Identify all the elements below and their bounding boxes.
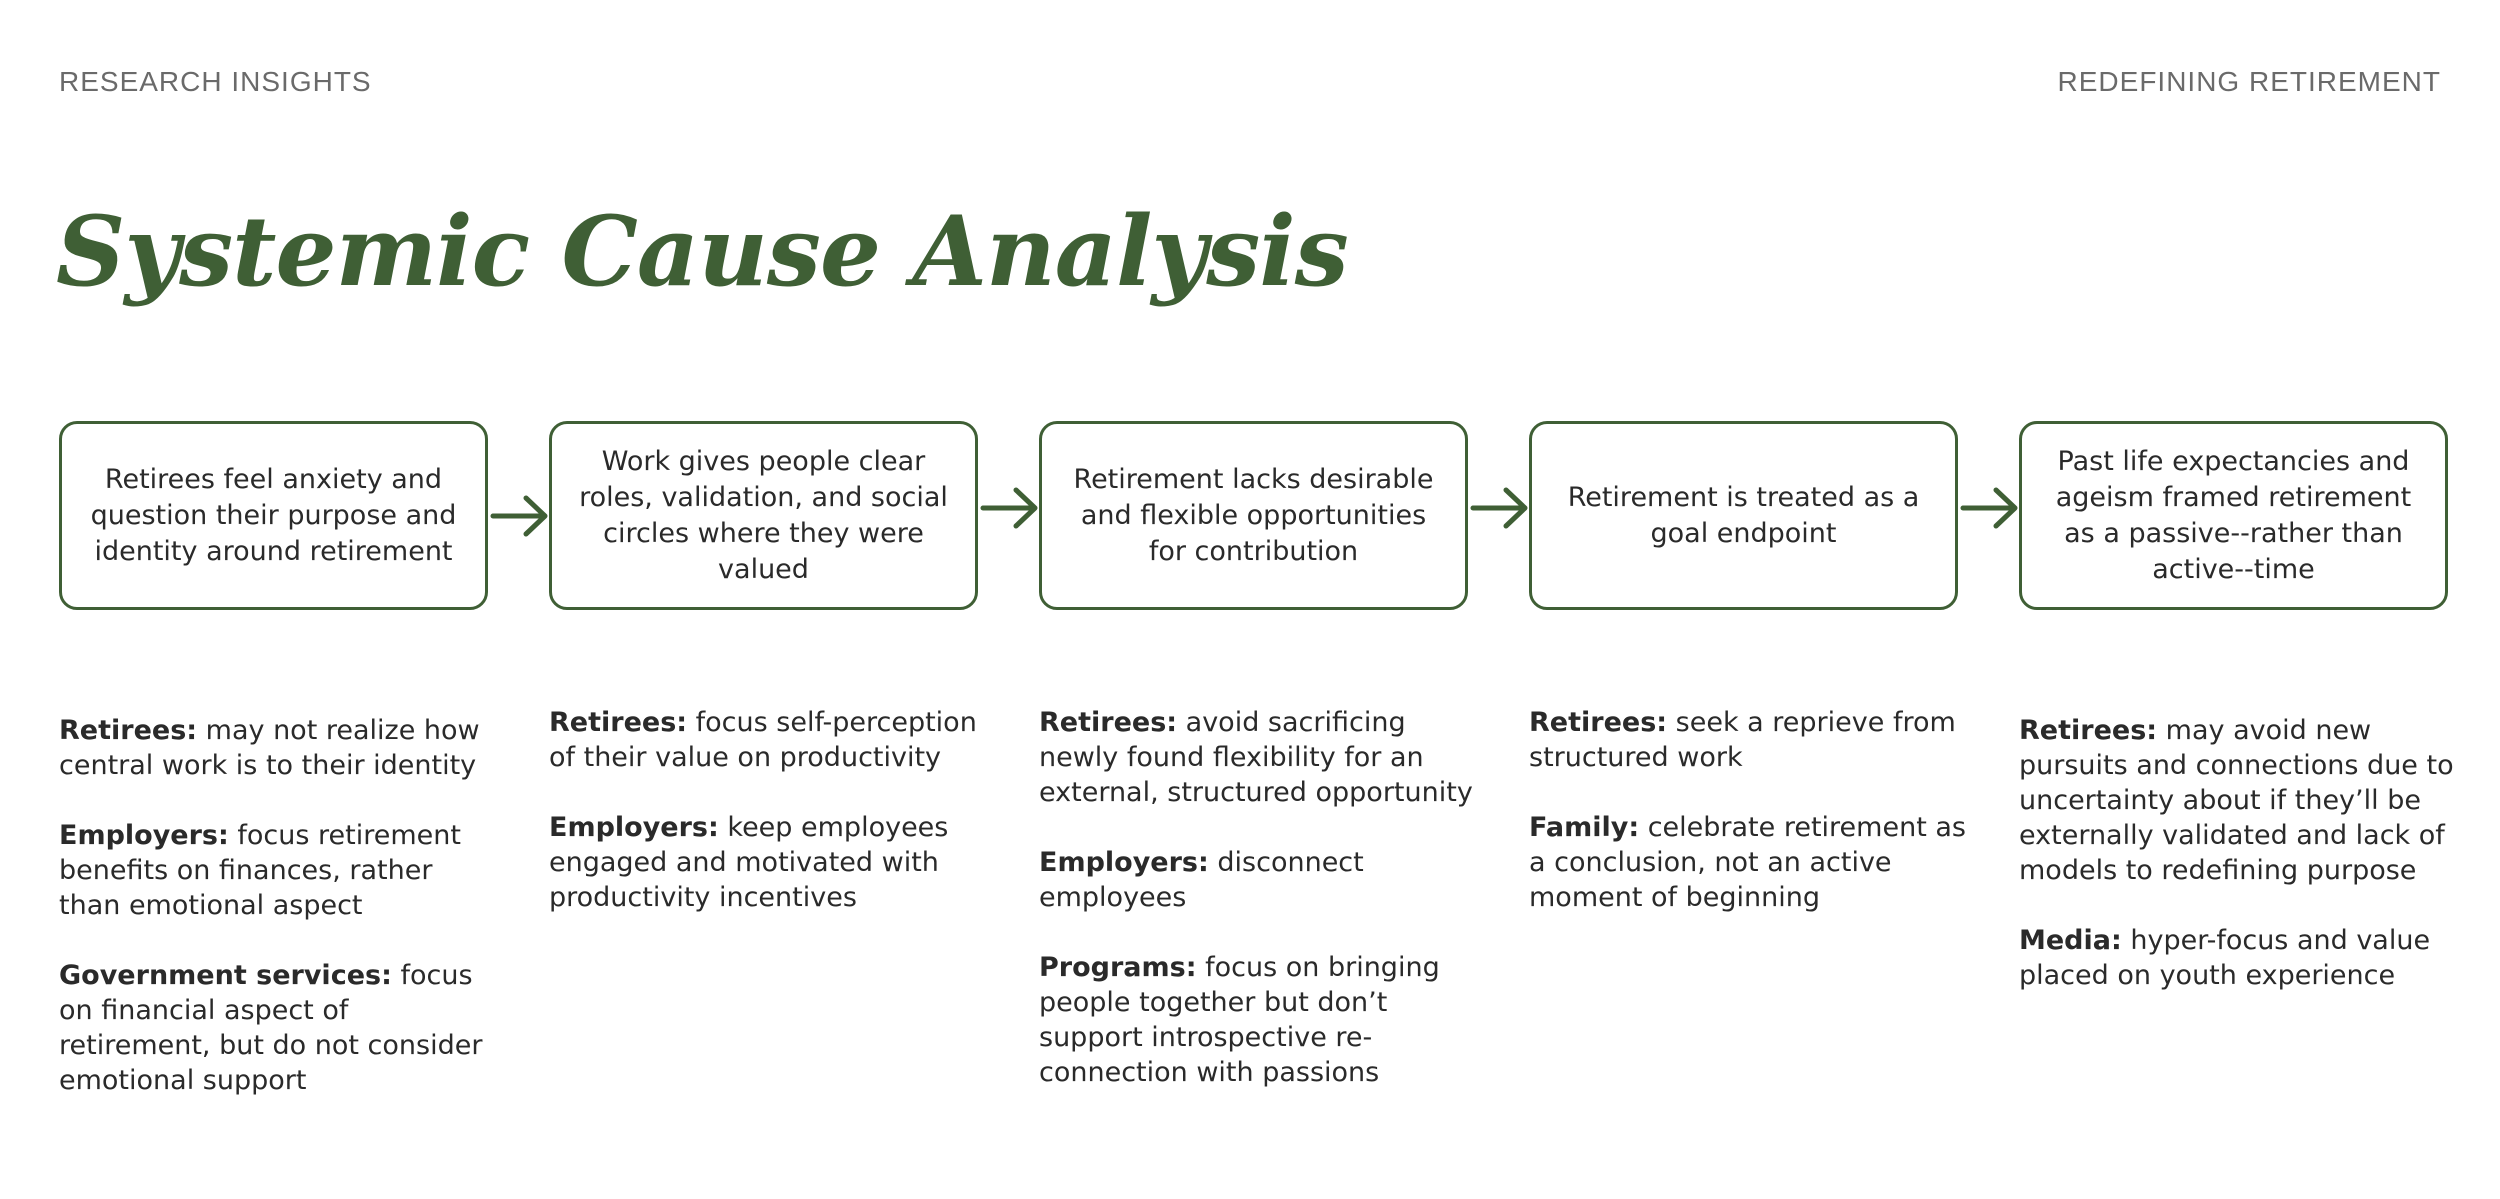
stakeholder-note <box>1039 845 1479 915</box>
arrow-right-icon <box>980 482 1040 534</box>
section-label: RESEARCH INSIGHTS <box>59 66 372 97</box>
stakeholder-column-5 <box>2019 713 2459 1028</box>
stakeholder-text: keep employees engaged and motivated with productivity incentives <box>549 812 949 913</box>
stakeholder-column-4 <box>1529 705 1969 950</box>
cause-box-5 <box>2019 421 2448 610</box>
stakeholder-note <box>2019 713 2459 888</box>
stakeholder-label: Family: <box>1529 812 1640 843</box>
stakeholder-column-2 <box>549 705 989 950</box>
stakeholder-note <box>2019 923 2459 993</box>
stakeholder-label: Employers: <box>1039 847 1209 878</box>
stakeholder-note <box>549 705 989 775</box>
stakeholder-label: Government services: <box>59 960 392 991</box>
arrow-right-icon <box>1960 482 2020 534</box>
cause-box-3 <box>1039 421 1468 610</box>
stakeholder-text: hyper-focus and value placed on youth experience <box>2019 925 2431 991</box>
stakeholder-note <box>1039 705 1479 810</box>
stakeholder-label: Retirees: <box>1039 707 1178 738</box>
stakeholder-text: disconnect employees <box>1039 847 1364 913</box>
arrow-right-icon <box>490 490 550 542</box>
stakeholder-text: focus self-perception of their value on productivity <box>549 707 977 773</box>
stakeholder-note <box>1529 810 1969 915</box>
stakeholder-label: Retirees: <box>2019 715 2158 746</box>
cause-box-text: Retirement lacks desirable and flexible opportunities for contribution <box>1073 463 1434 567</box>
page-title: Systemic Cause Analysis <box>56 195 1348 308</box>
stakeholder-note <box>59 713 489 783</box>
stakeholder-text: celebrate retirement as a conclusion, not an active moment of beginning <box>1529 812 1966 913</box>
stakeholder-label: Retirees: <box>549 707 688 738</box>
stakeholder-text: focus on bringing people together but don’t support introspective re-connection with passions <box>1039 952 1440 1088</box>
stakeholder-note <box>549 810 989 915</box>
stakeholder-label: Employers: <box>59 820 229 851</box>
cause-box-text: Work gives people clear roles, validation, and social circles where they were valued <box>579 445 948 585</box>
stakeholder-note <box>1039 950 1479 1090</box>
cause-box-2 <box>549 421 978 610</box>
cause-box-4 <box>1529 421 1958 610</box>
stakeholder-note <box>59 958 489 1098</box>
cause-box-text: Retirement is treated as a goal endpoint <box>1567 481 1920 549</box>
stakeholder-label: Programs: <box>1039 952 1197 983</box>
stakeholder-label: Media: <box>2019 925 2122 956</box>
cause-box-1 <box>59 421 488 610</box>
stakeholder-text: focus retirement benefits on finances, rather than emotional aspect <box>59 820 461 921</box>
stakeholder-text: avoid sacrificing newly found flexibility for an external, structured opportunity <box>1039 707 1473 808</box>
stakeholder-label: Retirees: <box>59 715 198 746</box>
arrow-right-icon <box>1470 482 1530 534</box>
stakeholder-column-1 <box>59 713 489 1133</box>
stakeholder-text: may avoid new pursuits and connections due to uncertainty about if they’ll be externally validated and lack of models to redefining purpose <box>2019 715 2454 886</box>
stakeholder-label: Employers: <box>549 812 719 843</box>
stakeholder-text: may not realize how central work is to their identity <box>59 715 480 781</box>
stakeholder-column-3 <box>1039 705 1479 1125</box>
stakeholder-text: focus on financial aspect of retirement, but do not consider emotional support <box>59 960 483 1096</box>
stakeholder-label: Retirees: <box>1529 707 1668 738</box>
cause-box-text: Retirees feel anxiety and question their purpose and identity around retirement <box>90 463 457 567</box>
stakeholder-note <box>1529 705 1969 775</box>
stakeholder-note <box>59 818 489 923</box>
stakeholder-text: seek a reprieve from structured work <box>1529 707 1956 773</box>
project-label: REDEFINING RETIREMENT <box>2057 66 2441 97</box>
cause-box-text: Past life expectancies and ageism framed retirement as a passive--rather than active--time <box>2055 445 2412 585</box>
